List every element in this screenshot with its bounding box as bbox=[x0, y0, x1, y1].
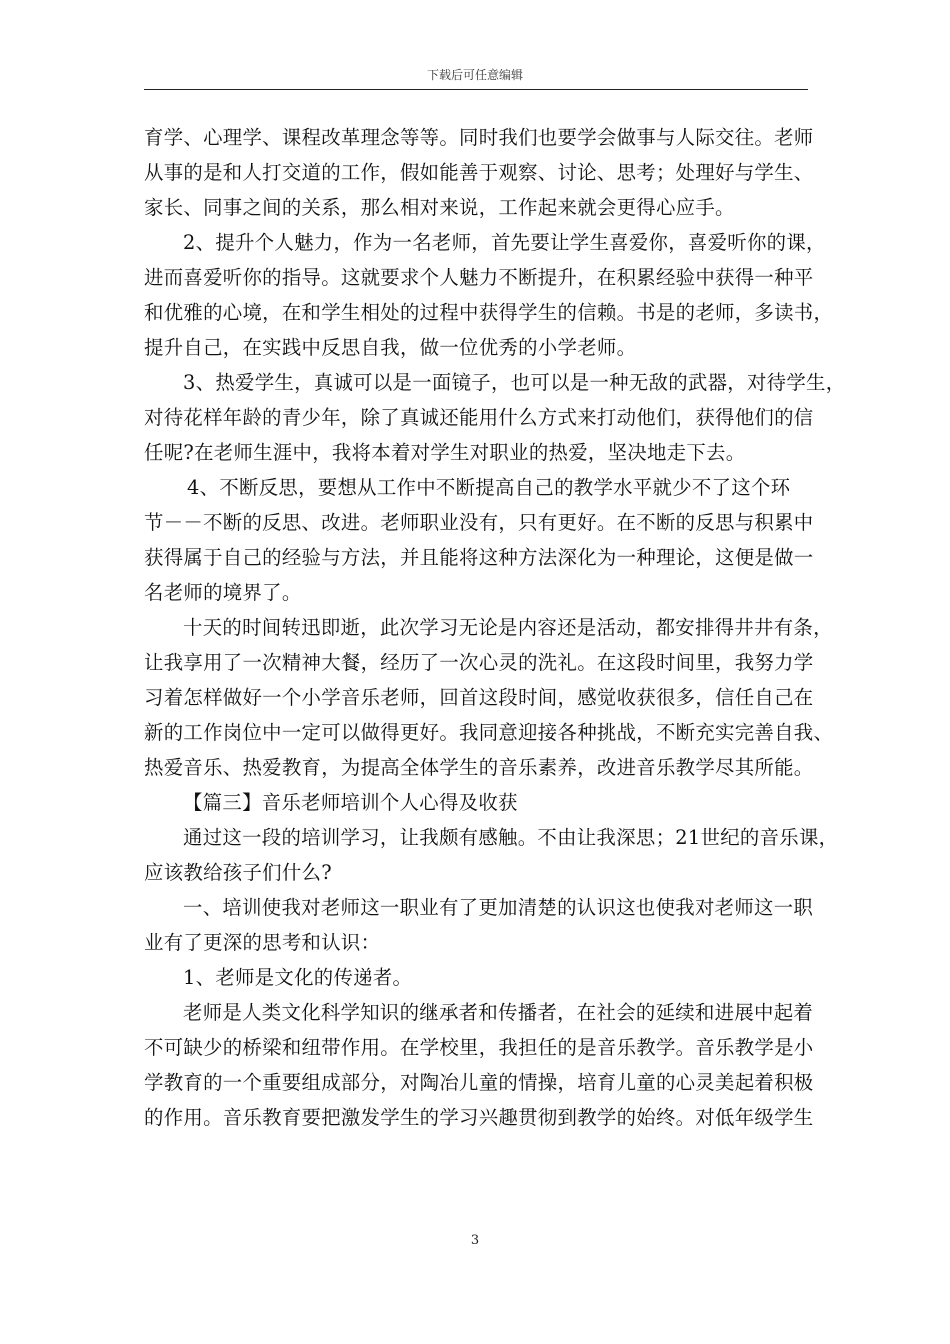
paragraph-5 bbox=[144, 610, 834, 785]
text-line: 和优雅的心境，在和学生相处的过程中获得学生的信赖。书是的老师，多读书， bbox=[144, 301, 834, 324]
text-line: 任呢?在老师生涯中，我将本着对学生对职业的热爱，坚决地走下去。 bbox=[144, 441, 746, 464]
page-number: 3 bbox=[470, 1233, 480, 1248]
paragraph-4 bbox=[144, 470, 814, 610]
text-line: 名老师的境界了。 bbox=[144, 581, 302, 604]
text-line: 新的工作岗位中一定可以做得更好。我同意迎接各种挑战，不断充实完善自我、 bbox=[144, 721, 834, 744]
text-line: 获得属于自己的经验与方法，并且能将这种方法深化为一种理论，这便是做一 bbox=[144, 546, 814, 569]
text-line: 通过这一段的培训学习，让我颇有感触。不由让我深思；21世纪的音乐课， bbox=[183, 826, 839, 849]
paragraph-1 bbox=[144, 120, 814, 225]
text-line: 3、热爱学生，真诚可以是一面镜子，也可以是一种无敌的武器，对待学生， bbox=[183, 371, 846, 394]
text-line: 2、提升个人魅力，作为一名老师，首先要让学生喜爱你，喜爱听你的课， bbox=[183, 231, 826, 254]
text-line: 4、不断反思，要想从工作中不断提高自己的教学水平就少不了这个环 bbox=[187, 476, 791, 499]
text-line: 提升自己，在实践中反思自我，做一位优秀的小学老师。 bbox=[144, 336, 637, 359]
document-body bbox=[144, 120, 846, 1135]
text-line: 老师是人类文化科学知识的继承者和传播者，在社会的延续和进展中起着 bbox=[183, 1001, 814, 1024]
text-line: 应该教给孩子们什么? bbox=[144, 861, 332, 884]
paragraph-8 bbox=[144, 960, 808, 995]
text-line: 进而喜爱听你的指导。这就要求个人魅力不断提升，在积累经验中获得一种平 bbox=[144, 266, 814, 289]
text-line: 习着怎样做好一个小学音乐老师，回首这段时间，感觉收获很多，信任自己在 bbox=[144, 686, 814, 709]
text-line: 对待花样年龄的青少年，除了真诚还能用什么方式来打动他们，获得他们的信 bbox=[144, 406, 814, 429]
paragraph-6 bbox=[144, 820, 839, 890]
text-line: 的作用。音乐教育要把激发学生的学习兴趣贯彻到教学的始终。对低年级学生 bbox=[144, 1106, 814, 1129]
text-line: 一、培训使我对老师这一职业有了更加清楚的认识这也使我对老师这一职 bbox=[183, 896, 814, 919]
text-line: 热爱音乐、热爱教育，为提高全体学生的音乐素养，改进音乐教学尽其所能。 bbox=[144, 756, 814, 779]
text-line: 不可缺少的桥梁和纽带作用。在学校里，我担任的是音乐教学。音乐教学是小 bbox=[144, 1036, 814, 1059]
text-line: 十天的时间转迅即逝，此次学习无论是内容还是活动，都安排得井井有条， bbox=[183, 616, 833, 639]
text-line: 家长、同事之间的关系，那么相对来说，工作起来就会更得心应手。 bbox=[144, 196, 735, 219]
page-header: 下载后可任意编辑 bbox=[426, 68, 523, 82]
text-line: 节－－不断的反思、改进。老师职业没有，只有更好。在不断的反思与积累中 bbox=[144, 511, 814, 534]
text-line: 业有了更深的思考和认识： bbox=[144, 931, 381, 954]
paragraph-3 bbox=[144, 365, 846, 470]
text-line: 育学、心理学、课程改革理念等等。同时我们也要学会做事与人际交往。老师 bbox=[144, 126, 814, 149]
section-title: 【篇三】音乐老师培训个人心得及收获 bbox=[183, 791, 518, 814]
section-heading bbox=[144, 785, 808, 820]
text-line: 学教育的一个重要组成部分，对陶冶儿童的情操，培育儿童的心灵美起着积极 bbox=[144, 1071, 814, 1094]
paragraph-2 bbox=[144, 225, 834, 365]
text-line: 1、老师是文化的传递者。 bbox=[183, 966, 413, 989]
text-line: 让我享用了一次精神大餐，经历了一次心灵的洗礼。在这段时间里，我努力学 bbox=[144, 651, 814, 674]
paragraph-9 bbox=[144, 995, 814, 1135]
paragraph-7 bbox=[144, 890, 814, 960]
header-rule bbox=[144, 89, 808, 90]
text-line: 从事的是和人打交道的工作，假如能善于观察、讨论、思考；处理好与学生、 bbox=[144, 161, 814, 184]
